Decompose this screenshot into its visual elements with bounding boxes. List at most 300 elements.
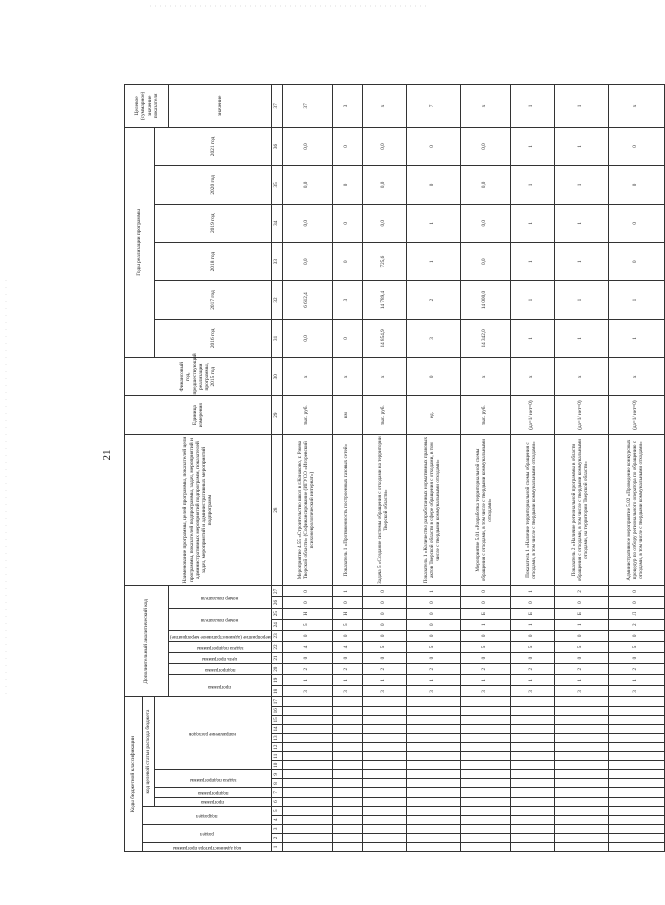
budget-code-cell [510,797,554,806]
budget-code-cell [608,752,664,761]
row-year-value-cell: 725,6 [362,242,406,280]
budget-code-cell [510,806,554,815]
row-unit-cell: (да=1/ нет=0) [510,396,554,434]
budget-code-cell [460,806,510,815]
budget-code-cell [332,743,362,752]
column-number: 17 [271,697,282,706]
header-name: Наименование программы, целей программы, показателей цели программы, показателей подпрограммы, задач, мероприятий и административных мероприятий подпрограмм, показателей задач, мероприятий и административных мероприятий подпрограмм [125,434,272,586]
additional-code-cell: 1 [554,675,608,686]
row-year-value-cell: 1 [554,319,608,357]
row-target-value-cell: х [608,85,664,128]
column-number: 37 [271,85,282,128]
additional-code-cell: 2 [282,664,332,675]
table-row [332,85,362,852]
budget-code-cell [282,770,332,779]
budget-code-cell [554,842,608,851]
budget-code-cell [282,752,332,761]
budget-code-cell [554,806,608,815]
budget-code-cell [282,715,332,724]
budget-code-cell [332,733,362,742]
additional-code-cell: 1 [460,675,510,686]
row-year-value-cell: 0 [332,166,362,204]
budget-code-cell [362,842,406,851]
additional-code-cell: 0 [608,586,664,597]
budget-code-cell [460,779,510,788]
budget-code-cell [362,752,406,761]
budget-code-cell [362,733,406,742]
column-number: 27 [271,586,282,597]
budget-code-cell [608,779,664,788]
additional-code-cell: 2 [510,664,554,675]
additional-code-cell: 0 [608,653,664,664]
additional-code-cell: 0 [608,597,664,608]
row-year-value-cell: 6 612,4 [282,281,332,319]
additional-code-cell: 1 [282,675,332,686]
column-number: 35 [271,166,282,204]
additional-code-cell: 1 [510,586,554,597]
column-numbers-row [271,85,282,852]
row-year-value-cell: 0,0 [282,319,332,357]
budget-code-cell [608,815,664,824]
budget-code-cell [406,733,460,742]
budget-code-cell [510,752,554,761]
row-target-value-cell: х [460,85,510,128]
header-subprogram: подпрограмма [155,788,272,797]
budget-code-cell [406,761,460,770]
additional-code-cell: 5 [406,641,460,652]
budget-code-cell [608,733,664,742]
table-row [510,85,554,852]
column-number: 33 [271,242,282,280]
additional-code-cell: 0 [510,653,554,664]
budget-code-cell [554,779,608,788]
header-add-task: цель программы [169,653,272,664]
budget-code-cell [362,724,406,733]
header-subsection: подраздел [143,806,272,824]
header-expense-direction: направление расходов [155,697,272,770]
header-add-measure-num: мероприятие (административное мероприятие) [169,630,272,641]
page-number: 21 [101,449,113,461]
additional-code-cell: 4 [332,641,362,652]
row-unit-cell: (да=1/ нет=0) [608,396,664,434]
budget-code-cell [332,842,362,851]
budget-code-cell [554,752,608,761]
row-year-value-cell: 0 [332,127,362,165]
additional-code-cell: 0 [282,597,332,608]
budget-code-cell [460,824,510,833]
additional-code-cell: 0 [510,630,554,641]
budget-code-cell [510,833,554,842]
budget-code-cell [510,697,554,706]
column-number: 5 [271,806,282,815]
budget-code-cell [282,824,332,833]
additional-code-cell: 2 [608,664,664,675]
additional-code-cell: 0 [332,653,362,664]
budget-code-cell [332,752,362,761]
additional-code-cell: 2 [554,664,608,675]
row-name-cell: Мероприятие 5.01 «Разработка территориальной схемы обращения с отходами, в том числе с твердыми коммунальными отходами» [460,434,510,586]
budget-code-cell [332,779,362,788]
budget-code-cell [332,788,362,797]
row-year-value-cell: 0,0 [460,166,510,204]
budget-code-cell [460,697,510,706]
additional-code-cell: 0 [362,597,406,608]
row-unit-cell: тыс. руб. [362,396,406,434]
row-year-value-cell: 1 [554,127,608,165]
budget-code-cell [332,797,362,806]
column-number: 23 [271,630,282,641]
additional-code-cell: 5 [362,641,406,652]
budget-code-cell [362,743,406,752]
row-fiscal-year-cell: х [282,358,332,396]
budget-code-cell [362,797,406,806]
row-year-value-cell: 0 [608,204,664,242]
header-add-indicator-num: номер показателя [169,586,272,608]
column-number: 31 [271,319,282,357]
row-year-value-cell: 3 [332,281,362,319]
header-task: задача подпрограммы [155,770,272,788]
table-row [406,85,460,852]
row-year-value-cell: 1 [608,319,664,357]
column-number: 21 [271,653,282,664]
budget-code-cell [332,697,362,706]
budget-code-cell [608,761,664,770]
additional-code-cell: 0 [362,586,406,597]
budget-code-cell [608,706,664,715]
budget-code-cell [332,706,362,715]
budget-code-cell [460,842,510,851]
additional-code-cell: 3 [460,686,510,697]
additional-code-cell: 0 [554,597,608,608]
row-year-value-cell: 0,0 [460,127,510,165]
budget-code-cell [554,743,608,752]
row-unit-cell: ед. [406,396,460,434]
column-number: 24 [271,619,282,630]
budget-code-cell [460,743,510,752]
additional-code-cell: 3 [406,686,460,697]
header-fiscal-year: Финансовый год, предшествующий реализации программы, 2015 год [125,358,272,396]
row-year-value-cell: 1 [510,242,554,280]
table-row [554,85,608,852]
row-year-value-cell: 14 000,0 [460,281,510,319]
additional-code-cell: 0 [406,653,460,664]
header-program: программа [155,797,272,806]
row-name-cell: Задача 5 «Создание системы обращения с отходами на территории Тверской области» [362,434,406,586]
additional-code-cell: 3 [362,686,406,697]
column-number: 30 [271,358,282,396]
budget-code-cell [282,733,332,742]
column-number: 29 [271,396,282,434]
row-name-cell: Мероприятие 4.55 «Строительство школ в г.Конаково, г. Ржева Тверской области» (Софинансирование (ИГУСО «Игоревский психоневрологический интернат») [282,434,332,586]
header-section: раздел [143,824,272,842]
row-year-value-cell: 0 [608,242,664,280]
additional-code-cell: 3 [554,686,608,697]
budget-code-cell [406,752,460,761]
budget-code-cell [460,724,510,733]
budget-code-cell [362,824,406,833]
budget-code-cell [362,770,406,779]
budget-code-cell [406,770,460,779]
additional-code-cell: Н [332,608,362,619]
row-year-value-cell: 2 [406,281,460,319]
column-number: 25 [271,608,282,619]
budget-code-cell [510,733,554,742]
column-number: 12 [271,743,282,752]
header-y2020: 2020 год [155,166,272,204]
column-number: 1 [271,842,282,851]
row-year-value-cell: 1 [510,127,554,165]
header-y2021: 2021 год [155,127,272,165]
budget-code-cell [460,752,510,761]
row-year-value-cell: 0 [406,127,460,165]
column-number: 9 [271,770,282,779]
column-number: 6 [271,797,282,806]
row-year-value-cell: 0,0 [362,127,406,165]
additional-code-cell: 2 [362,664,406,675]
column-number: 19 [271,675,282,686]
budget-code-cell [406,815,460,824]
table-row [282,85,332,852]
additional-code-cell: 2 [460,664,510,675]
budget-code-cell [608,833,664,842]
row-year-value-cell: 0,0 [282,127,332,165]
row-year-value-cell: 0 [608,127,664,165]
header-admin-code: код администратора программы [143,842,272,851]
budget-code-cell [554,715,608,724]
budget-code-cell [282,697,332,706]
additional-code-cell: 1 [362,675,406,686]
additional-code-cell: Н [282,608,332,619]
additional-code-cell: Б [510,608,554,619]
budget-code-cell [608,715,664,724]
column-number: 10 [271,761,282,770]
budget-code-cell [608,724,664,733]
budget-code-cell [362,761,406,770]
additional-code-cell: 5 [332,619,362,630]
row-year-value-cell: 1 [406,242,460,280]
additional-code-cell: 0 [554,630,608,641]
additional-code-cell: 0 [510,597,554,608]
program-indicators-table [124,84,665,852]
budget-code-cell [282,788,332,797]
budget-code-cell [554,761,608,770]
row-year-value-cell: 0 [332,242,362,280]
additional-code-cell: 1 [510,619,554,630]
row-year-value-cell: 0,0 [282,204,332,242]
header-add-measure: задача подпрограммы [169,641,272,652]
column-number: 36 [271,127,282,165]
budget-code-cell [510,715,554,724]
additional-code-cell: 1 [332,675,362,686]
header-value: значение [169,85,272,128]
row-year-value-cell: 1 [510,281,554,319]
budget-code-cell [608,824,664,833]
additional-code-cell: 0 [362,619,406,630]
row-year-value-cell: 14 789,4 [362,281,406,319]
column-number: 28 [271,434,282,586]
column-number: 34 [271,204,282,242]
budget-code-cell [510,706,554,715]
column-number: 11 [271,752,282,761]
additional-code-cell: 0 [406,597,460,608]
additional-code-cell: Б [554,608,608,619]
row-year-value-cell: 1 [554,242,608,280]
budget-code-cell [362,697,406,706]
column-number: 22 [271,641,282,652]
column-number: 18 [271,686,282,697]
budget-code-cell [406,806,460,815]
additional-code-cell: 0 [406,630,460,641]
budget-code-cell [282,806,332,815]
row-name-cell: Показатель 1 «Протяженность построенных газовых сетей» [332,434,362,586]
budget-code-cell [510,724,554,733]
header-target-value: Целевое (суммарное) значение показателя [125,85,169,128]
additional-code-cell: 0 [362,653,406,664]
budget-code-cell [406,833,460,842]
additional-code-cell: 2 [406,664,460,675]
header-add-program: программа [169,675,272,697]
budget-code-cell [608,797,664,806]
additional-code-cell: 4 [282,641,332,652]
row-fiscal-year-cell: х [510,358,554,396]
budget-code-cell [608,842,664,851]
row-year-value-cell: 1 [510,166,554,204]
budget-code-cell [554,770,608,779]
budget-code-cell [362,806,406,815]
table-row [460,85,510,852]
row-target-value-cell: 7 [406,85,460,128]
budget-code-cell [510,761,554,770]
additional-code-cell: 3 [282,686,332,697]
budget-code-cell [282,842,332,851]
table-row [362,85,406,852]
budget-code-cell [406,706,460,715]
budget-code-cell [460,770,510,779]
budget-code-cell [510,743,554,752]
budget-code-cell [332,806,362,815]
budget-code-cell [332,815,362,824]
row-target-value-cell: 1 [554,85,608,128]
budget-code-cell [332,715,362,724]
rotated-table-area [124,84,645,852]
header-target-code: код целевой статьи расхода бюджета [143,697,155,806]
row-year-value-cell: 3 [406,319,460,357]
row-year-value-cell: 14 854,9 [362,319,406,357]
row-name-cell: Административное мероприятие 5.02 «Проведение конкурсных процедур по отбору регионального оператора по обращению с отходами, в том числе с твердыми коммунальными отходами» [608,434,664,586]
additional-code-cell: 0 [554,653,608,664]
budget-code-cell [460,833,510,842]
row-fiscal-year-cell: х [460,358,510,396]
additional-code-cell: 0 [332,630,362,641]
row-year-value-cell: 1 [510,319,554,357]
additional-code-cell: 0 [406,608,460,619]
column-number: 3 [271,824,282,833]
column-number: 16 [271,706,282,715]
additional-code-cell: 0 [608,630,664,641]
additional-code-cell: Б [460,608,510,619]
row-name-cell: Показатель 1 «Наличие территориальной схемы обращения с отходами, в том числе с твердыми коммунальными отходами» [510,434,554,586]
header-y2019: 2019 год [155,204,272,242]
row-target-value-cell: 1 [510,85,554,128]
row-year-value-cell: 0,0 [362,166,406,204]
budget-code-cell [608,770,664,779]
budget-code-cell [406,797,460,806]
row-year-value-cell: 14 342,0 [460,319,510,357]
budget-code-cell [406,715,460,724]
row-year-value-cell: 0,0 [460,204,510,242]
budget-code-cell [554,788,608,797]
additional-code-cell: 1 [554,619,608,630]
budget-code-cell [460,715,510,724]
budget-code-cell [554,833,608,842]
budget-code-cell [362,815,406,824]
additional-code-cell: 5 [554,641,608,652]
row-year-value-cell: 0 [608,166,664,204]
additional-code-cell: 5 [608,641,664,652]
budget-code-cell [406,788,460,797]
additional-code-cell: 2 [608,619,664,630]
row-year-value-cell: 1 [608,281,664,319]
budget-code-cell [406,743,460,752]
column-number: 20 [271,664,282,675]
budget-code-cell [608,697,664,706]
budget-code-cell [362,706,406,715]
budget-code-cell [282,833,332,842]
budget-code-cell [608,788,664,797]
budget-code-cell [362,788,406,797]
budget-code-cell [608,743,664,752]
additional-code-cell: 0 [362,630,406,641]
header-y2016: 2016 год [155,319,272,357]
budget-code-cell [406,842,460,851]
budget-code-cell [362,715,406,724]
additional-code-cell: 0 [282,653,332,664]
budget-code-cell [282,743,332,752]
additional-code-cell: 0 [460,653,510,664]
budget-code-cell [510,842,554,851]
budget-code-cell [332,761,362,770]
header-add-measure-type: номер показателя [169,608,272,630]
row-fiscal-year-cell: х [608,358,664,396]
budget-code-cell [608,806,664,815]
additional-code-cell: 0 [282,586,332,597]
row-fiscal-year-cell: х [554,358,608,396]
budget-code-cell [282,761,332,770]
additional-code-cell: 0 [460,586,510,597]
budget-code-cell [510,770,554,779]
budget-code-cell [460,706,510,715]
budget-code-cell [554,724,608,733]
row-year-value-cell: 0,0 [460,242,510,280]
column-number: 2 [271,833,282,842]
additional-code-cell: 5 [282,619,332,630]
budget-code-cell [554,815,608,824]
column-number: 13 [271,733,282,742]
budget-code-cell [406,779,460,788]
table-row [608,85,664,852]
header-additional-code: Дополнительный аналитический код [125,586,169,697]
budget-code-cell [282,779,332,788]
additional-code-cell: 2 [554,586,608,597]
column-number: 8 [271,779,282,788]
additional-code-cell: 3 [510,686,554,697]
budget-code-cell [362,779,406,788]
budget-code-cell [406,724,460,733]
additional-code-cell: 0 [332,597,362,608]
budget-code-cell [282,815,332,824]
additional-code-cell: 1 [406,675,460,686]
table-rotator [124,84,645,852]
